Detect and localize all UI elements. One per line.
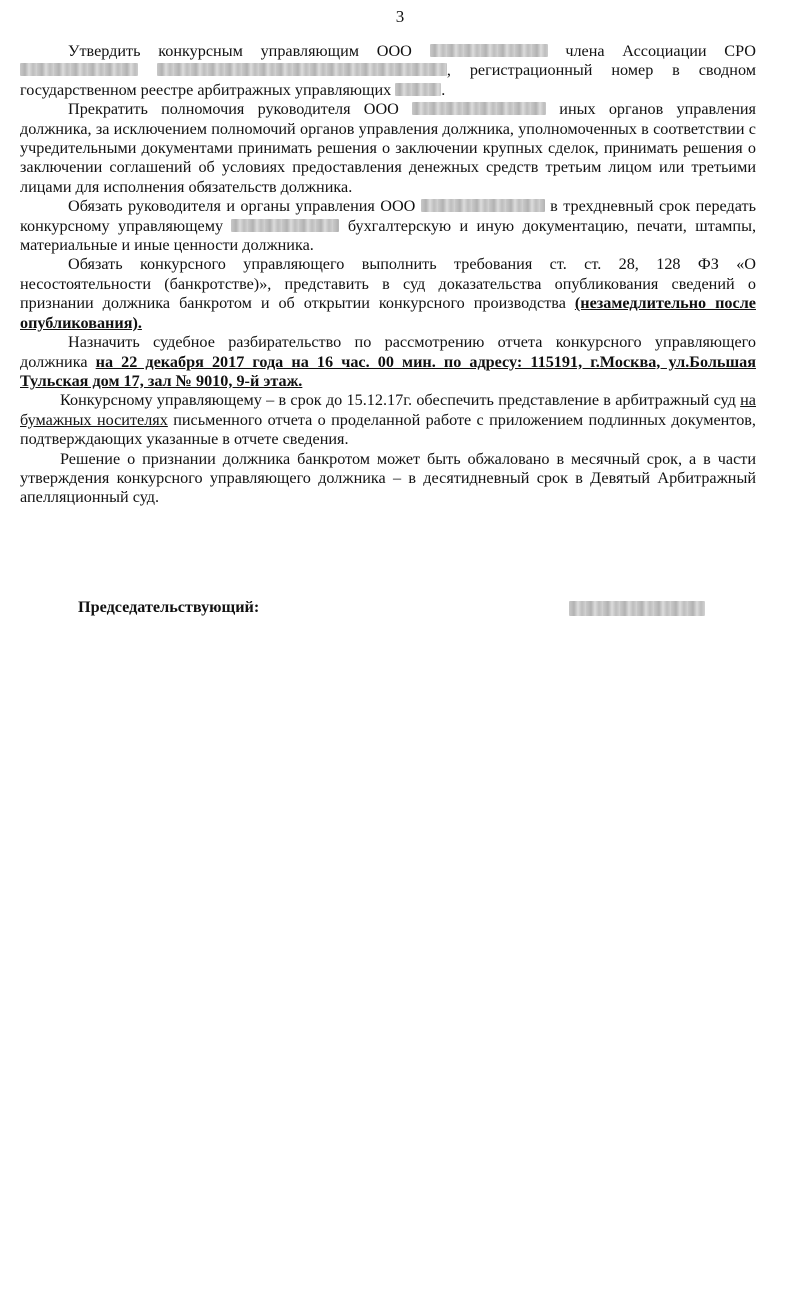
redacted-sro-name bbox=[20, 63, 138, 76]
paragraph-text: Решение о признании должника банкротом может быть обжаловано в месячный срок, а в части утверждения конкурсного управляющего должника – в десятидневный срок в Девятый Арбитражный апелляционный суд. bbox=[20, 449, 756, 507]
paragraph-text: Прекратить полномочия руководителя ООО bbox=[68, 100, 413, 119]
paragraph-publication-duty bbox=[20, 255, 756, 333]
paragraph-terminate-powers bbox=[20, 100, 756, 197]
paragraph-emphasis: на бумажных носителях bbox=[20, 391, 756, 429]
paragraph-text: бухгалтерскую и иную документацию, печати, штампы, материальные и иные ценности должника. bbox=[20, 216, 756, 255]
paragraph-text: . bbox=[441, 80, 446, 99]
redacted-company-name bbox=[430, 44, 548, 57]
ruling-text bbox=[20, 42, 756, 508]
redacted-judge-name bbox=[569, 601, 705, 616]
paragraph-hearing-date bbox=[20, 333, 756, 391]
redacted-manager-name bbox=[231, 219, 339, 232]
paragraph-text: члена Ассоциации СРО bbox=[547, 42, 756, 60]
paragraph-text: Назначить судебное разбирательство по рассмотрению отчета конкурсного управляющего должника bbox=[20, 333, 756, 371]
redacted-registry-number bbox=[395, 83, 441, 96]
paragraph-text: , регистрационный номер в сводном государственном реестре арбитражных управляющих bbox=[20, 61, 756, 99]
paragraph-text: в трехдневный срок передать конкурсному управляющему bbox=[20, 197, 756, 235]
redacted-company-name bbox=[421, 199, 545, 212]
paragraph-appoint-manager bbox=[20, 42, 756, 100]
paragraph-text: Конкурсному управляющему – в срок до 15.12.17г. обеспечить представление в арбитражный суд bbox=[60, 391, 741, 410]
redacted-manager-name bbox=[157, 63, 447, 76]
redacted-company-name bbox=[412, 102, 546, 115]
paragraph-transfer-documents bbox=[20, 197, 756, 255]
paragraph-appeal bbox=[20, 450, 756, 508]
paragraph-text: Обязать конкурсного управляющего выполнить требования ст. ст. 28, 128 ФЗ «О несостоятельности (банкротстве)», представить в суд доказательства опубликования сведений о признании должника банкротом и об открытии конкурсного производства bbox=[20, 255, 756, 313]
paragraph-emphasis: (незамедлительно после опубликования). bbox=[20, 294, 756, 332]
hearing-date-address: на 22 декабря 2017 года на 16 час. 00 мин. по адресу: 115191, г.Москва, ул.Большая Тульская дом 17, зал № 9010, 9-й этаж. bbox=[20, 352, 757, 390]
paragraph-text: иных органов управления должника, за исключением полномочий органов управления должника, уполномоченных в соответствии с учредительными документами принимать решения о заключении крупных сделок, принимать решения о заключении соглашений об условиях предоставления денежных средств третьим лицом или третьими лицами для исполнения обязательств должника. bbox=[20, 100, 756, 196]
paragraph-text: Утвердить конкурсным управляющим ООО bbox=[68, 42, 430, 60]
paragraph-text: письменного отчета о проделанной работе с приложением подлинных документов, подтверждающих указанные в отчете сведения. bbox=[20, 410, 756, 449]
paragraph-text: Обязать руководителя и органы управления ООО bbox=[68, 197, 421, 216]
page-number: 3 bbox=[395, 7, 405, 26]
presiding-judge-label: Председательствующий: bbox=[78, 598, 260, 616]
paragraph-report-duty bbox=[20, 391, 756, 449]
